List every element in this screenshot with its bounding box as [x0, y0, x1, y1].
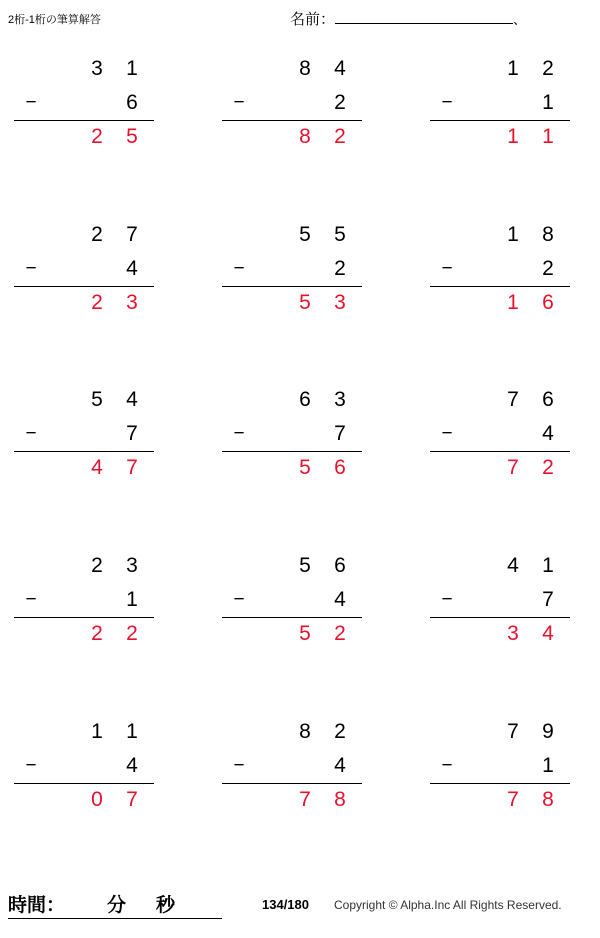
minuend-ones: 6: [542, 388, 554, 411]
minuend-row: [8, 52, 158, 86]
subtrahend-row: [424, 252, 574, 286]
minuend-ones: 2: [542, 57, 554, 80]
answer-row: [216, 783, 366, 817]
answer-tens: 3: [507, 622, 519, 645]
answer-tens: 7: [507, 456, 519, 479]
problem-item: [216, 383, 366, 493]
subtrahend-row: [424, 749, 574, 783]
answer-row: [216, 120, 366, 154]
subtrahend-row: [8, 417, 158, 451]
subtrahend-ones: 4: [126, 257, 138, 280]
minuend-tens: 7: [507, 388, 519, 411]
subtrahend-ones: 1: [542, 91, 554, 114]
subtrahend-row: [8, 583, 158, 617]
problem-item: [8, 383, 158, 493]
answer-row: [216, 286, 366, 320]
answer-tens: 4: [91, 456, 103, 479]
subtrahend-ones: 1: [126, 588, 138, 611]
minuend-tens: 8: [299, 57, 311, 80]
subtrahend-row: [8, 749, 158, 783]
minus-operator: −: [441, 589, 453, 610]
subtrahend-row: [216, 417, 366, 451]
problem-item: [424, 549, 574, 659]
minuend-ones: 6: [334, 554, 346, 577]
subtrahend-row: [216, 749, 366, 783]
subtrahend-ones: 4: [126, 754, 138, 777]
problem-item: [8, 218, 158, 328]
problem-item: [216, 218, 366, 328]
minus-operator: −: [441, 423, 453, 444]
answer-ones: 7: [126, 456, 138, 479]
minuend-ones: 3: [126, 554, 138, 577]
minuend-row: [216, 715, 366, 749]
subtrahend-ones: 4: [334, 754, 346, 777]
subtrahend-row: [8, 252, 158, 286]
page-footer: [0, 890, 600, 924]
problem-item: [8, 715, 158, 825]
answer-row: [424, 451, 574, 485]
name-suffix: 、: [513, 12, 527, 27]
minuend-row: [216, 218, 366, 252]
problem-item: [424, 715, 574, 825]
answer-tens: 7: [507, 788, 519, 811]
problem-item: [8, 52, 158, 162]
minuend-ones: 1: [126, 57, 138, 80]
answer-tens: 5: [299, 622, 311, 645]
answer-ones: 2: [334, 125, 346, 148]
answer-tens: 7: [299, 788, 311, 811]
minuend-tens: 3: [91, 57, 103, 80]
minuend-tens: 7: [507, 720, 519, 743]
minus-operator: −: [233, 258, 245, 279]
subtrahend-ones: 4: [542, 422, 554, 445]
answer-tens: 2: [91, 622, 103, 645]
answer-row: [424, 617, 574, 651]
minuend-row: [216, 383, 366, 417]
answer-ones: 5: [126, 125, 138, 148]
minuend-tens: 6: [299, 388, 311, 411]
minuend-row: [8, 383, 158, 417]
problem-grid: [0, 52, 600, 852]
answer-ones: 4: [542, 622, 554, 645]
minuend-ones: 9: [542, 720, 554, 743]
answer-row: [8, 120, 158, 154]
minuend-tens: 1: [507, 223, 519, 246]
minus-operator: −: [233, 589, 245, 610]
minuend-ones: 1: [542, 554, 554, 577]
minuend-ones: 4: [126, 388, 138, 411]
page-count: 134/180: [262, 897, 309, 912]
problem-item: [8, 549, 158, 659]
minuend-tens: 2: [91, 554, 103, 577]
answer-tens: 1: [507, 291, 519, 314]
minuend-row: [424, 218, 574, 252]
minuend-ones: 5: [334, 223, 346, 246]
page-title: 2桁-1桁の筆算解答: [8, 14, 101, 26]
problem-item: [216, 549, 366, 659]
answer-tens: 2: [91, 125, 103, 148]
answer-ones: 2: [334, 622, 346, 645]
minuend-row: [8, 549, 158, 583]
minus-operator: −: [233, 423, 245, 444]
answer-ones: 1: [542, 125, 554, 148]
subtrahend-ones: 6: [126, 91, 138, 114]
page-header: [0, 8, 600, 42]
minuend-ones: 2: [334, 720, 346, 743]
answer-ones: 6: [334, 456, 346, 479]
problem-item: [424, 52, 574, 162]
subtrahend-ones: 2: [334, 91, 346, 114]
minuend-tens: 5: [299, 223, 311, 246]
answer-ones: 7: [126, 788, 138, 811]
answer-row: [216, 451, 366, 485]
answer-ones: 3: [126, 291, 138, 314]
minuend-row: [8, 715, 158, 749]
problem-item: [216, 52, 366, 162]
minuend-row: [424, 52, 574, 86]
minuend-row: [424, 383, 574, 417]
subtrahend-row: [8, 86, 158, 120]
subtrahend-row: [216, 86, 366, 120]
answer-row: [8, 783, 158, 817]
answer-row: [8, 286, 158, 320]
minutes-unit-label: 分: [107, 895, 127, 916]
minuend-ones: 3: [334, 388, 346, 411]
answer-tens: 1: [507, 125, 519, 148]
minus-operator: −: [233, 755, 245, 776]
copyright-notice: Copyright © Alpha.Inc All Rights Reserved.: [334, 898, 562, 912]
subtrahend-ones: 1: [542, 754, 554, 777]
minus-operator: −: [25, 92, 37, 113]
subtrahend-ones: 2: [334, 257, 346, 280]
subtrahend-ones: 7: [126, 422, 138, 445]
minuend-tens: 1: [507, 57, 519, 80]
name-field-area: [290, 8, 526, 29]
answer-row: [8, 617, 158, 651]
problem-item: [424, 383, 574, 493]
minuend-tens: 4: [507, 554, 519, 577]
minuend-row: [8, 218, 158, 252]
minuend-row: [216, 549, 366, 583]
minus-operator: −: [441, 92, 453, 113]
minus-operator: −: [441, 755, 453, 776]
answer-ones: 8: [334, 788, 346, 811]
problem-item: [216, 715, 366, 825]
answer-tens: 8: [299, 125, 311, 148]
answer-row: [424, 783, 574, 817]
minuend-tens: 1: [91, 720, 103, 743]
answer-tens: 5: [299, 291, 311, 314]
name-label: 名前：: [290, 11, 336, 28]
answer-row: [424, 286, 574, 320]
minuend-tens: 2: [91, 223, 103, 246]
subtrahend-row: [216, 252, 366, 286]
minuend-tens: 5: [299, 554, 311, 577]
subtrahend-row: [424, 86, 574, 120]
subtrahend-row: [424, 417, 574, 451]
subtrahend-row: [216, 583, 366, 617]
minus-operator: −: [25, 589, 37, 610]
subtrahend-ones: 7: [334, 422, 346, 445]
minuend-ones: 4: [334, 57, 346, 80]
minus-operator: −: [25, 423, 37, 444]
time-label: 時間：: [8, 895, 66, 916]
subtrahend-ones: 4: [334, 588, 346, 611]
answer-tens: 0: [91, 788, 103, 811]
subtrahend-row: [424, 583, 574, 617]
answer-ones: 3: [334, 291, 346, 314]
answer-tens: 2: [91, 291, 103, 314]
minuend-row: [424, 549, 574, 583]
minuend-row: [424, 715, 574, 749]
minuend-tens: 8: [299, 720, 311, 743]
problem-item: [424, 218, 574, 328]
minus-operator: −: [441, 258, 453, 279]
time-underline: [8, 918, 222, 919]
minus-operator: −: [25, 258, 37, 279]
answer-tens: 5: [299, 456, 311, 479]
subtrahend-ones: 7: [542, 588, 554, 611]
answer-row: [8, 451, 158, 485]
subtrahend-ones: 2: [542, 257, 554, 280]
minus-operator: −: [233, 92, 245, 113]
answer-ones: 2: [542, 456, 554, 479]
answer-row: [424, 120, 574, 154]
answer-ones: 2: [126, 622, 138, 645]
time-area: [8, 890, 175, 917]
minus-operator: −: [25, 755, 37, 776]
answer-ones: 8: [542, 788, 554, 811]
answer-ones: 6: [542, 291, 554, 314]
minuend-tens: 5: [91, 388, 103, 411]
minuend-ones: 8: [542, 223, 554, 246]
minuend-ones: 7: [126, 223, 138, 246]
minuend-row: [216, 52, 366, 86]
answer-row: [216, 617, 366, 651]
minuend-ones: 1: [126, 720, 138, 743]
name-input[interactable]: [335, 8, 513, 24]
seconds-unit-label: 秒: [156, 895, 176, 916]
